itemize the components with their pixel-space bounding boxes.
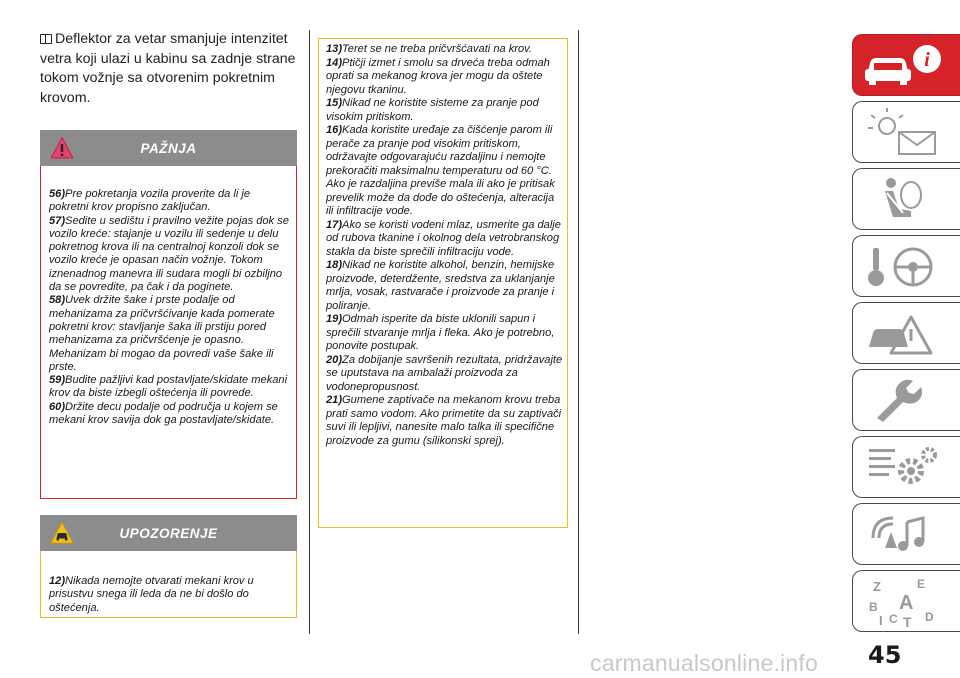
car-emergency-icon [863,307,953,361]
warning-list [49,188,290,427]
svg-text:C: C [889,612,898,626]
item-number: 57) [49,214,66,227]
svg-text:E: E [917,577,926,591]
column-divider [578,30,579,634]
wrench-icon [863,374,953,428]
svg-text:i: i [924,49,930,71]
item-number: 20) [326,353,343,366]
item-number: 19) [326,313,343,325]
item-text: Ako se koristi vodeni mlaz, usmerite ga dalje od rubova tkanine i okolnog dela vetrobranskog stakla da biste sprečili infiltraciju vode. [326,218,561,258]
item-text: Nikad ne koristite sisteme za pranje pod visokim pritiskom. [326,97,539,123]
item-text: Kada koristite uređaje za čišćenje parom ili perače za pranje pod visokim pritiskom, održavajte odgovarajuću razdaljinu i nemojte prekoračiti maksimalnu temperaturu od 60 °C. Ako je razdaljina previše mala ili ako je pritisak prevelik može da dođe do oštećenja, alteracija ili infiltracije vode. [326,124,555,217]
item-number: 58) [49,294,66,307]
item-number: 14) [326,56,343,69]
svg-text:D: D [925,610,934,624]
intro-text: Deflektor za vetar smanjuje intenzitet vetra koji ulazi u kabinu sa zadnje strane tokom vožnje sa otvorenim pokretnim krovom. [40,31,296,106]
warning-item [49,215,290,295]
column-divider [309,30,310,634]
item-number: 15) [326,97,343,109]
item-number: 17) [326,218,343,231]
caution-item [49,575,290,615]
index-letters-icon [863,575,953,629]
item-text: Ptičji izmet i smolu sa drveća treba odmah oprati sa mekanog krova jer mogu da oštete njegovu tkaninu. [326,56,550,96]
caution-item [326,97,563,124]
page-number: 45 [868,641,902,669]
item-text: Sedite u sedištu i pravilno vežite pojas dok se vozilo kreće: stajanje u vozilu ili sedenje u delu pokretnog krova ili na centralnoj konzoli dok se vozilo kreće je opasan način vožnje. Tokom iznenadnog manevra ili sudara mogli bi ozbiljno da se povredite, pa čak i da poginete. [49,214,289,294]
item-number: 21) [326,394,343,406]
warning-item [49,188,290,215]
caution-item [326,124,563,219]
caution-item [326,354,563,395]
item-number: 16) [326,124,343,136]
item-text: Teret se ne treba pričvršćavati na krov. [342,43,532,55]
caution-item [326,219,563,260]
svg-text:A: A [899,592,914,614]
caution-list [49,575,290,615]
caution-item [326,259,563,313]
warning-item [49,294,290,374]
multimedia-icon [863,508,953,562]
svg-text:B: B [869,600,878,614]
seat-airbag-icon [863,173,953,227]
item-text: Uvek držite šake i prste podalje od mehanizama za pričvršćivanje kada pomerate pokretni krov: stavljanje šaka ili prstiju pored mehanizama za pričvršćenje je opasno. Mehanizam bi mogao da povredi vaše šake ili prste. [49,294,275,373]
intro-paragraph [40,30,297,108]
caution-item [326,57,563,98]
item-text: Budite pažljivi kad postavljate/skidate mekani krov da biste izbegli oštećenja ili povrede. [49,374,288,400]
svg-text:Z: Z [873,579,881,594]
left-column [40,30,297,108]
item-number: 18) [326,259,343,271]
caution-header [40,515,297,551]
svg-text:I: I [879,613,883,628]
item-number: 12) [49,575,66,587]
item-text: Držite decu podalje od područja u kojem se mekani krov savija dok ga postavljate/skidate. [49,400,278,427]
tab-warning-lights[interactable] [852,101,960,163]
warning-box [40,130,297,499]
settings-gears-icon [863,441,953,495]
tab-technical-data[interactable] [852,436,960,498]
warning-header [40,130,297,166]
tab-starting-driving[interactable] [852,235,960,297]
warning-item [49,401,290,428]
tab-emergency[interactable] [852,302,960,364]
watermark: carmanualsonline.info [590,650,818,676]
book-icon [40,34,52,44]
item-text: Odmah isperite da biste uklonili sapun i sprečili stvaranje mrlja i fleka. Ako je potrebno, ponovite postupak. [326,313,555,352]
item-number: 60) [49,400,66,413]
item-number: 13) [326,43,343,55]
item-text: Pre pokretanja vozila proverite da li je pokretni krov propisno zaključan. [49,188,251,214]
caution-continued-list [326,43,563,448]
tab-index[interactable] [852,570,960,632]
tab-multimedia[interactable] [852,503,960,565]
caution-item [326,394,563,448]
caution-item [326,43,563,57]
caution-title: UPOZORENJE [119,526,218,541]
car-info-icon [863,39,953,93]
caution-continued-box [318,38,568,528]
item-number: 56) [49,188,66,200]
tab-maintenance[interactable] [852,369,960,431]
item-number: 59) [49,374,66,387]
warning-title: PAŽNJA [140,141,197,156]
caution-item [326,313,563,354]
key-steering-wheel-icon [863,240,953,294]
item-text: Gumene zaptivače na mekanom krovu treba prati samo vodom. Ako primetite da su zaptivači suvi ili lepljivi, nanesite malo talka ili specifične proizvode za gumu (silikonski sprej). [326,394,562,447]
item-text: Za dobijanje savršenih rezultata, pridržavajte se uputstava na ambalaži proizvoda za vodonepropusnost. [326,353,563,393]
warning-lights-icon [863,106,953,160]
item-text: Nikada nemojte otvarati mekani krov u prisustvu snega ili leda da ne bi došlo do oštećenja. [49,575,254,614]
warning-item [49,374,290,401]
tab-safety[interactable] [852,168,960,230]
tab-car-info[interactable] [852,34,960,96]
item-text: Nikad ne koristite alkohol, benzin, hemijske proizvode, deterdžente, sredstva za uklanjanje mrlja, vosak, rastvarače i proizvode za pranje i poliranje. [326,259,555,312]
svg-text:T: T [903,614,912,629]
caution-box [40,515,297,618]
